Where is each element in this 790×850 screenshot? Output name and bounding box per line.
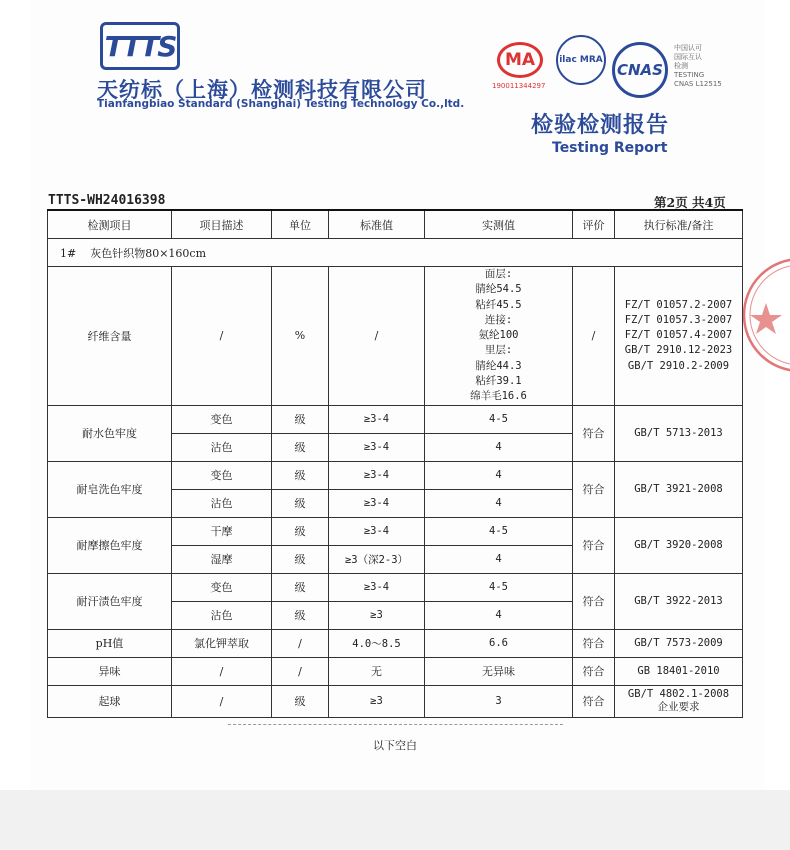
col-header-item: 检测项目	[48, 210, 172, 239]
sample-row	[48, 239, 743, 267]
pilling-measured: 3	[425, 685, 573, 717]
odor-standard: 无	[329, 657, 425, 685]
group-measured: 4	[425, 433, 573, 461]
report-title-cn: 检验检测报告	[531, 113, 670, 138]
page-info: 第2页 共4页	[654, 195, 726, 210]
group-measured: 4	[425, 601, 573, 629]
odor-unit: /	[272, 657, 329, 685]
company-name-cn: 天纺标（上海）检测科技有限公司	[97, 78, 427, 102]
group-item: 耐皂洗色牢度	[48, 461, 172, 517]
odor-evaluation: 符合	[573, 657, 615, 685]
group-standard-ref: GB/T 3920-2008	[615, 517, 743, 573]
table-header-row	[48, 210, 743, 239]
cnas-accreditation-text: 中国认可 国际互认 检测 TESTING CNAS L12515	[674, 44, 722, 88]
odor-note: GB 18401-2010	[615, 657, 743, 685]
group-standard: ≥3	[329, 601, 425, 629]
table-row	[48, 461, 743, 489]
group-evaluation: 符合	[573, 573, 615, 629]
table-row	[48, 629, 743, 657]
group-item: 耐摩擦色牢度	[48, 517, 172, 573]
ph-item: pH值	[48, 629, 172, 657]
group-standard-ref: GB/T 5713-2013	[615, 405, 743, 461]
table-row	[48, 405, 743, 433]
group-desc: 沾色	[172, 489, 272, 517]
group-evaluation: 符合	[573, 405, 615, 461]
group-measured: 4-5	[425, 517, 573, 545]
group-unit: 级	[272, 461, 329, 489]
group-desc: 变色	[172, 405, 272, 433]
group-unit: 级	[272, 433, 329, 461]
fiber-measured: 面层: 腈纶54.5 粘纤45.5 连接: 氨纶100 里层: 腈纶44.3 粘纤39.1 绵羊毛16.6	[425, 267, 573, 406]
ph-unit: /	[272, 629, 329, 657]
pilling-item: 起球	[48, 685, 172, 717]
table-row	[48, 267, 743, 406]
odor-item: 异味	[48, 657, 172, 685]
pilling-standard: ≥3	[329, 685, 425, 717]
group-unit: 级	[272, 517, 329, 545]
ph-evaluation: 符合	[573, 629, 615, 657]
fiber-item: 纤维含量	[48, 267, 172, 406]
col-header-desc: 项目描述	[172, 210, 272, 239]
group-item: 耐水色牢度	[48, 405, 172, 461]
col-header-evaluation: 评价	[573, 210, 615, 239]
group-unit: 级	[272, 405, 329, 433]
group-unit: 级	[272, 545, 329, 573]
group-desc: 变色	[172, 573, 272, 601]
table-row	[48, 517, 743, 545]
fiber-evaluation: /	[573, 267, 615, 406]
group-item: 耐汗渍色牢度	[48, 573, 172, 629]
group-evaluation: 符合	[573, 517, 615, 573]
group-desc: 湿摩	[172, 545, 272, 573]
group-unit: 级	[272, 489, 329, 517]
fiber-notes: FZ/T 01057.2-2007 FZ/T 01057.3-2007 FZ/T 01057.4-2007 GB/T 2910.12-2023 GB/T 2910.2-2009	[615, 267, 743, 406]
cnas-icon: CNAS	[612, 42, 668, 98]
cma-seal	[492, 42, 550, 94]
group-desc: 沾色	[172, 433, 272, 461]
test-results-table	[47, 209, 743, 718]
page-bottom-margin	[0, 790, 790, 850]
report-number: TTTS-WH24016398	[48, 193, 166, 208]
odor-measured: 无异味	[425, 657, 573, 685]
table-row	[48, 685, 743, 717]
pilling-unit: 级	[272, 685, 329, 717]
cma-number: 190011344297	[492, 82, 546, 90]
group-standard: ≥3-4	[329, 405, 425, 433]
col-header-unit: 单位	[272, 210, 329, 239]
ph-standard: 4.0～8.5	[329, 629, 425, 657]
group-unit: 级	[272, 573, 329, 601]
group-standard-ref: GB/T 3922-2013	[615, 573, 743, 629]
fiber-unit: %	[272, 267, 329, 406]
footer-divider	[228, 724, 563, 725]
fiber-standard: /	[329, 267, 425, 406]
group-evaluation: 符合	[573, 461, 615, 517]
end-of-report-text: 以下空白	[373, 739, 417, 752]
ph-measured: 6.6	[425, 629, 573, 657]
group-desc: 干摩	[172, 517, 272, 545]
pilling-evaluation: 符合	[573, 685, 615, 717]
ilac-mra-icon: ilac MRA	[556, 35, 606, 85]
group-measured: 4	[425, 461, 573, 489]
group-standard: ≥3-4	[329, 489, 425, 517]
ttts-logo	[100, 22, 180, 70]
table-row	[48, 657, 743, 685]
pilling-note: GB/T 4802.1-2008 企业要求	[615, 685, 743, 717]
col-header-standard: 标准值	[329, 210, 425, 239]
pilling-desc: /	[172, 685, 272, 717]
official-seal-stamp	[738, 245, 790, 385]
report-title-en: Testing Report	[552, 140, 668, 156]
group-standard: ≥3-4	[329, 461, 425, 489]
group-measured: 4-5	[425, 405, 573, 433]
group-unit: 级	[272, 601, 329, 629]
cma-icon: MA	[497, 42, 543, 78]
group-standard: ≥3-4	[329, 433, 425, 461]
group-standard: ≥3（深2-3）	[329, 545, 425, 573]
group-standard: ≥3-4	[329, 573, 425, 601]
odor-desc: /	[172, 657, 272, 685]
ph-desc: 氯化钾萃取	[172, 629, 272, 657]
group-standard-ref: GB/T 3921-2008	[615, 461, 743, 517]
sample-description: 1# 灰色针织物80×160cm	[48, 239, 743, 267]
table-row	[48, 573, 743, 601]
group-measured: 4-5	[425, 573, 573, 601]
company-name-en: Tianfangbiao Standard (Shanghai) Testing Technology Co.,ltd.	[97, 98, 465, 110]
fiber-desc: /	[172, 267, 272, 406]
col-header-measured: 实测值	[425, 210, 573, 239]
group-standard: ≥3-4	[329, 517, 425, 545]
col-header-notes: 执行标准/备注	[615, 210, 743, 239]
ph-note: GB/T 7573-2009	[615, 629, 743, 657]
logo-text: TTTS	[104, 29, 176, 63]
group-desc: 沾色	[172, 601, 272, 629]
group-measured: 4	[425, 489, 573, 517]
group-desc: 变色	[172, 461, 272, 489]
group-measured: 4	[425, 545, 573, 573]
